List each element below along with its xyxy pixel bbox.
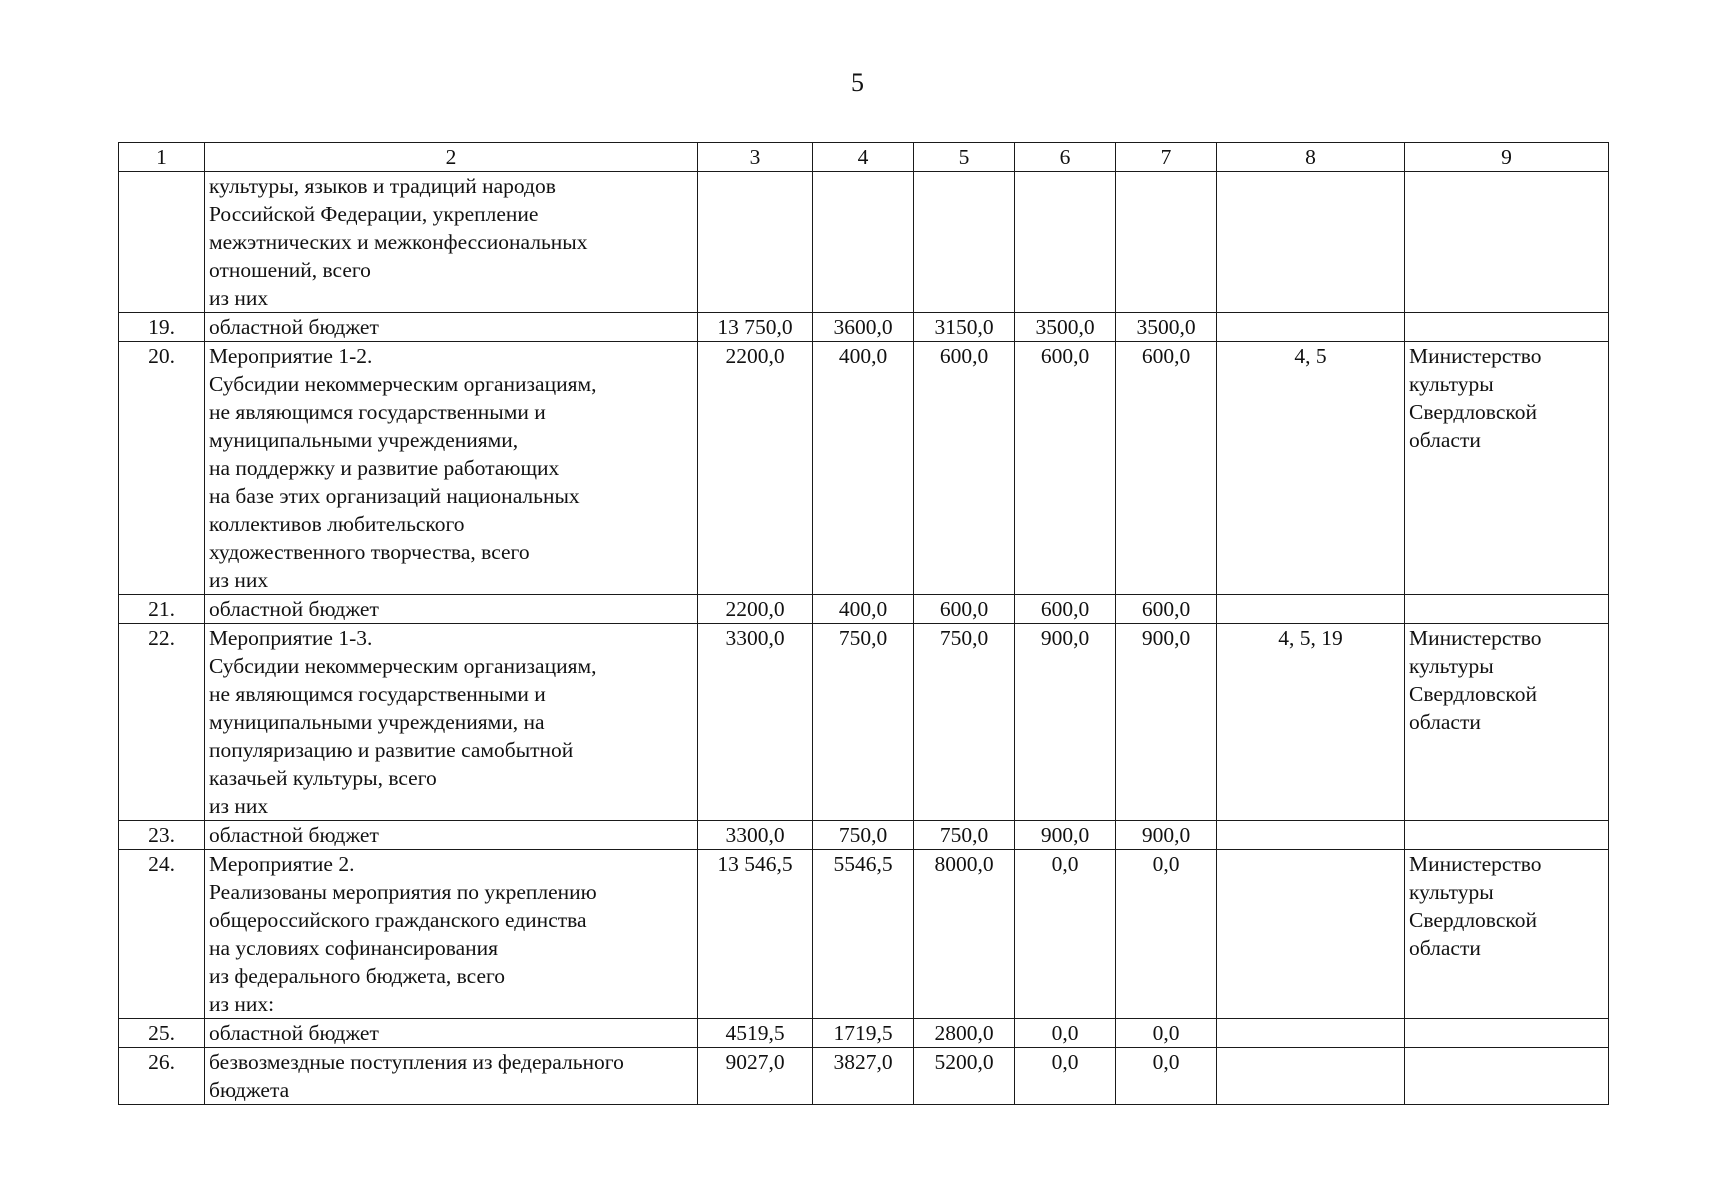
year-4-value: 600,0 bbox=[1116, 595, 1217, 624]
year-2-value: 3150,0 bbox=[914, 313, 1015, 342]
year-4-value: 900,0 bbox=[1116, 624, 1217, 821]
table-row bbox=[119, 1048, 1609, 1105]
year-3-value: 600,0 bbox=[1015, 342, 1116, 595]
year-1-value: 750,0 bbox=[813, 821, 914, 850]
target-indicators bbox=[1217, 595, 1405, 624]
activity-name: областной бюджет bbox=[205, 1019, 698, 1048]
row-number bbox=[119, 172, 205, 313]
year-3-value: 0,0 bbox=[1015, 1019, 1116, 1048]
total-value: 2200,0 bbox=[698, 595, 813, 624]
executor: Министерство культуры Свердловской области bbox=[1405, 624, 1609, 821]
target-indicators bbox=[1217, 172, 1405, 313]
executor bbox=[1405, 1019, 1609, 1048]
year-3-value: 900,0 bbox=[1015, 624, 1116, 821]
column-header: 6 bbox=[1015, 143, 1116, 172]
executor: Министерство культуры Свердловской области bbox=[1405, 850, 1609, 1019]
year-3-value: 0,0 bbox=[1015, 850, 1116, 1019]
table-row bbox=[119, 313, 1609, 342]
target-indicators: 4, 5 bbox=[1217, 342, 1405, 595]
target-indicators bbox=[1217, 850, 1405, 1019]
year-1-value: 5546,5 bbox=[813, 850, 914, 1019]
total-value bbox=[698, 172, 813, 313]
year-1-value: 400,0 bbox=[813, 595, 914, 624]
table-row bbox=[119, 850, 1609, 1019]
total-value: 13 546,5 bbox=[698, 850, 813, 1019]
activity-name: безвозмездные поступления из федерального бюджета bbox=[205, 1048, 698, 1105]
year-4-value bbox=[1116, 172, 1217, 313]
total-value: 13 750,0 bbox=[698, 313, 813, 342]
total-value: 9027,0 bbox=[698, 1048, 813, 1105]
year-1-value: 3827,0 bbox=[813, 1048, 914, 1105]
total-value: 4519,5 bbox=[698, 1019, 813, 1048]
row-number: 20. bbox=[119, 342, 205, 595]
target-indicators: 4, 5, 19 bbox=[1217, 624, 1405, 821]
page-number: 5 bbox=[851, 68, 864, 97]
activity-name: Мероприятие 1-2. Субсидии некоммерческим организациям, не являющимся государственными и муниципальными учреждениями, на поддержку и развитие работающих на базе этих организаций национальных коллективов любительского художественного творчества, всего из них bbox=[205, 342, 698, 595]
column-header: 9 bbox=[1405, 143, 1609, 172]
year-3-value: 3500,0 bbox=[1015, 313, 1116, 342]
activity-name: областной бюджет bbox=[205, 821, 698, 850]
activity-name: областной бюджет bbox=[205, 595, 698, 624]
activity-name: культуры, языков и традиций народов Российской Федерации, укрепление межэтнических и межконфессиональных отношений, всего из них bbox=[205, 172, 698, 313]
column-header: 3 bbox=[698, 143, 813, 172]
row-number: 21. bbox=[119, 595, 205, 624]
total-value: 2200,0 bbox=[698, 342, 813, 595]
row-number: 23. bbox=[119, 821, 205, 850]
year-4-value: 600,0 bbox=[1116, 342, 1217, 595]
executor bbox=[1405, 595, 1609, 624]
year-1-value bbox=[813, 172, 914, 313]
year-3-value: 900,0 bbox=[1015, 821, 1116, 850]
column-header: 5 bbox=[914, 143, 1015, 172]
year-2-value: 600,0 bbox=[914, 595, 1015, 624]
header-row bbox=[119, 143, 1609, 172]
budget-table bbox=[118, 142, 1609, 1105]
activity-name: Мероприятие 1-3. Субсидии некоммерческим организациям, не являющимся государственными и муниципальными учреждениями, на популяризацию и развитие самобытной казачьей культуры, всего из них bbox=[205, 624, 698, 821]
year-2-value bbox=[914, 172, 1015, 313]
year-1-value: 1719,5 bbox=[813, 1019, 914, 1048]
column-header: 2 bbox=[205, 143, 698, 172]
target-indicators bbox=[1217, 821, 1405, 850]
year-4-value: 0,0 bbox=[1116, 1019, 1217, 1048]
column-header: 4 bbox=[813, 143, 914, 172]
table-row bbox=[119, 172, 1609, 313]
year-2-value: 5200,0 bbox=[914, 1048, 1015, 1105]
table-row bbox=[119, 624, 1609, 821]
year-4-value: 0,0 bbox=[1116, 850, 1217, 1019]
year-1-value: 3600,0 bbox=[813, 313, 914, 342]
year-3-value: 600,0 bbox=[1015, 595, 1116, 624]
row-number: 25. bbox=[119, 1019, 205, 1048]
activity-name: Мероприятие 2. Реализованы мероприятия по укреплению общероссийского гражданского единства на условиях софинансирования из федерального бюджета, всего из них: bbox=[205, 850, 698, 1019]
executor: Министерство культуры Свердловской области bbox=[1405, 342, 1609, 595]
target-indicators bbox=[1217, 1048, 1405, 1105]
year-4-value: 900,0 bbox=[1116, 821, 1217, 850]
row-number: 24. bbox=[119, 850, 205, 1019]
year-4-value: 3500,0 bbox=[1116, 313, 1217, 342]
executor bbox=[1405, 313, 1609, 342]
table-row bbox=[119, 595, 1609, 624]
row-number: 22. bbox=[119, 624, 205, 821]
year-2-value: 750,0 bbox=[914, 821, 1015, 850]
target-indicators bbox=[1217, 1019, 1405, 1048]
row-number: 19. bbox=[119, 313, 205, 342]
column-header: 8 bbox=[1217, 143, 1405, 172]
activity-name: областной бюджет bbox=[205, 313, 698, 342]
year-2-value: 600,0 bbox=[914, 342, 1015, 595]
column-header: 1 bbox=[119, 143, 205, 172]
table-row bbox=[119, 1019, 1609, 1048]
year-4-value: 0,0 bbox=[1116, 1048, 1217, 1105]
row-number: 26. bbox=[119, 1048, 205, 1105]
total-value: 3300,0 bbox=[698, 821, 813, 850]
year-2-value: 2800,0 bbox=[914, 1019, 1015, 1048]
total-value: 3300,0 bbox=[698, 624, 813, 821]
year-2-value: 8000,0 bbox=[914, 850, 1015, 1019]
executor bbox=[1405, 1048, 1609, 1105]
column-header: 7 bbox=[1116, 143, 1217, 172]
executor bbox=[1405, 821, 1609, 850]
target-indicators bbox=[1217, 313, 1405, 342]
year-3-value bbox=[1015, 172, 1116, 313]
year-2-value: 750,0 bbox=[914, 624, 1015, 821]
year-1-value: 400,0 bbox=[813, 342, 914, 595]
executor bbox=[1405, 172, 1609, 313]
table-row bbox=[119, 821, 1609, 850]
year-1-value: 750,0 bbox=[813, 624, 914, 821]
table-row bbox=[119, 342, 1609, 595]
year-3-value: 0,0 bbox=[1015, 1048, 1116, 1105]
